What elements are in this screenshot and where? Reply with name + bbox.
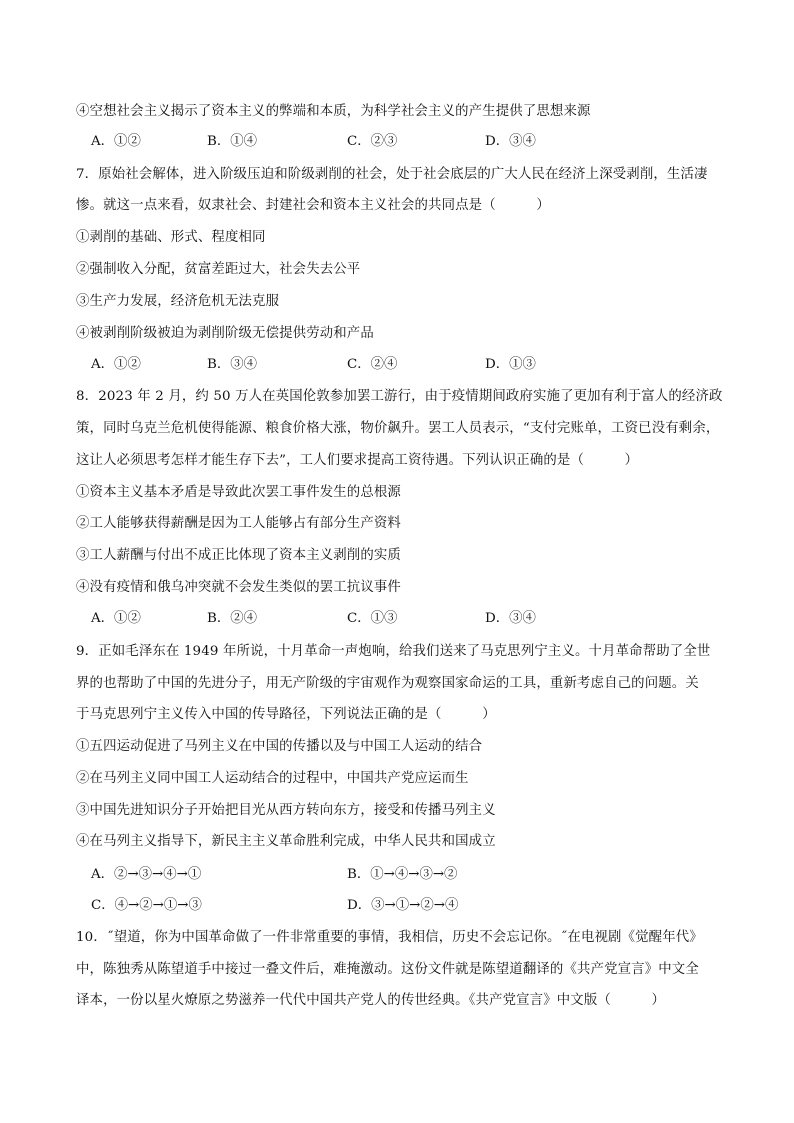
option-item: ④在马列主义指导下，新民主主义革命胜利完成，中华人民共和国成立 [76,834,496,849]
option-item: ②在马列主义同中国工人运动结合的过程中，中国共产党应运而生 [76,771,469,786]
option-item: ①五四运动促进了马列主义在中国的传播以及与中国工人运动的结合 [76,739,483,754]
option-item: ④没有疫情和俄乌冲突就不会发生类似的罢工抗议事件 [76,580,401,595]
option-item: ③中国先进知识分子开始把目光从西方转向东方，接受和传播马列主义 [76,803,496,818]
question-stem: 界的也帮助了中国的先进分子，用无产阶级的宇宙观作为观察国家命运的工具，重新考虑自己的问题。关 [76,676,699,691]
option-item: ①剥削的基础、形式、程度相同 [76,230,266,245]
option-item: ②强制收入分配，贫富差距过大，社会失去公平 [76,262,361,277]
option-item: ④被剥削阶级被迫为剥削阶级无偿提供劳动和产品 [76,326,374,341]
question-stem: 策，同时乌克兰危机使得能源、粮食价格大涨，物价飙升。罢工人员表示，“支付完账单，工资已没有剩余， [76,421,720,436]
option-item: ①资本主义基本矛盾是导致此次罢工事件发生的总根源 [76,485,401,500]
choice-d: D．③④ [485,134,536,149]
choice-c: C．①③ [347,611,398,626]
option-item: ②工人能够获得薪酬是因为工人能够占有部分生产资料 [76,516,401,531]
choice-a: A．②→③→④→① [91,867,202,882]
question-stem: 8．2023 年 2 月，约 50 万人在英国伦敦参加罢工游行，由于疫情期间政府实施了更加有利于富人的经济政 [76,389,723,404]
choice-c: C．②③ [347,134,398,149]
choice-c: C．④→②→①→③ [91,898,202,913]
option-item: ④空想社会主义揭示了资本主义的弊端和本质，为科学社会主义的产生提供了思想来源 [76,104,591,119]
choice-d: D．③④ [485,611,536,626]
question-stem: 于马克思列宁主义传入中国的传导路径，下列说法正确的是（ ） [76,707,496,722]
option-item: ③工人薪酬与付出不成正比体现了资本主义剥削的实质 [76,548,401,563]
choice-c: C．②④ [347,357,398,372]
choice-a: A．①② [91,357,141,372]
choice-b: B．①→④→③→② [347,867,458,882]
question-stem: 10．˝望道，你为中国革命做了一件非常重要的事情，我相信，历史不会忘记你。˝在电视剧《觉醒年代》 [76,930,703,945]
choice-b: B．②④ [207,611,258,626]
option-item: ③生产力发展，经济危机无法克服 [76,294,280,309]
question-stem: 惨。就这一点来看，奴隶社会、封建社会和资本主义社会的共同点是（ ） [76,198,550,213]
question-stem: 9．正如毛泽东在 1949 年所说，十月革命一声炮响，给我们送来了马克思列宁主义。十月革命帮助了全世 [76,644,711,659]
choice-b: B．③④ [207,357,258,372]
choice-a: A．①② [91,611,141,626]
choice-d: D．①③ [485,357,536,372]
choice-b: B．①④ [207,134,258,149]
question-stem: 7．原始社会解体，进入阶级压迫和阶级剥削的社会，处于社会底层的广大人民在经济上深受剥削，生活凄 [76,167,708,182]
choice-d: D．③→①→②→④ [347,898,459,913]
choice-a: A．①② [91,134,141,149]
question-stem: 中，陈独秀从陈望道手中接过一叠文件后，难掩激动。这份文件就是陈望道翻译的《共产党宣言》中文全 [76,962,699,977]
question-stem: 译本，一份以星火燎原之势滋养一代代中国共产党人的传世经典。《共产党宣言》中文版（ ） [76,993,666,1008]
question-stem: 这让人必须思考怎样才能生存下去”，工人们要求提高工资待遇。下列认识正确的是（ ） [76,453,639,468]
